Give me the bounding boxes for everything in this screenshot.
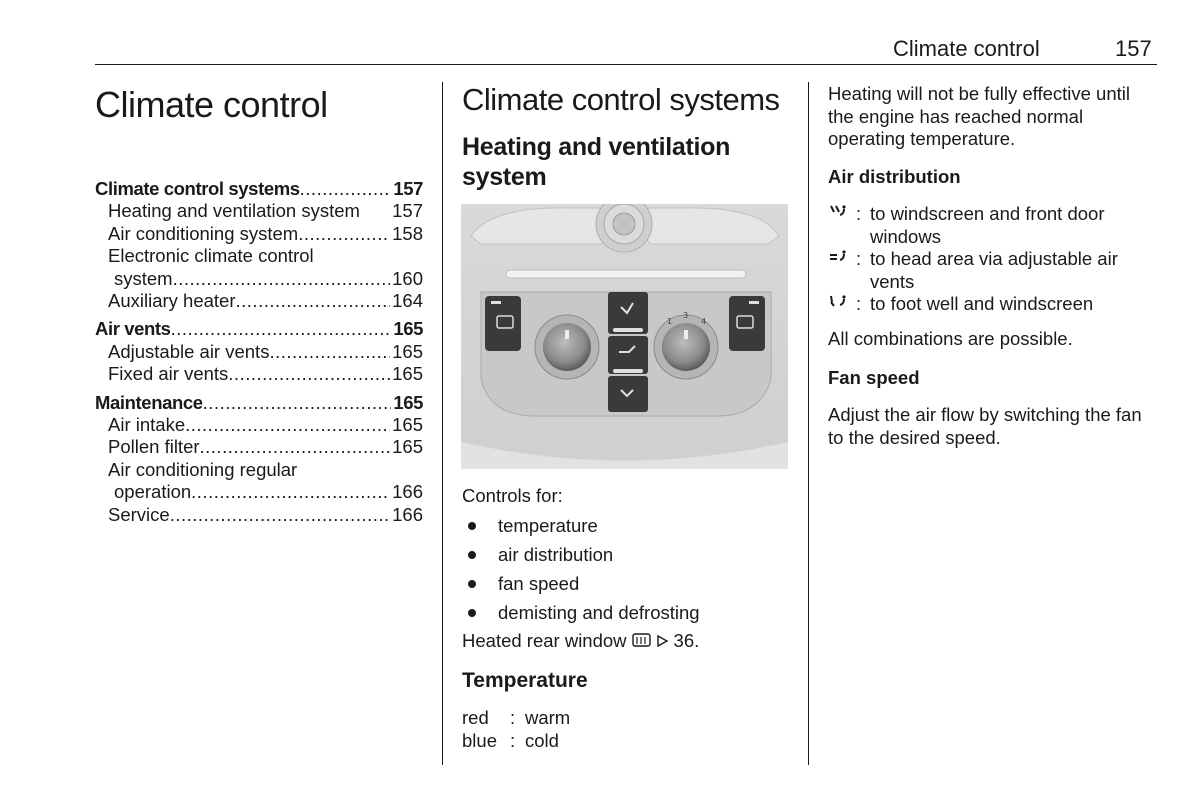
toc-entry[interactable]: [95, 459, 423, 481]
toc-entry[interactable]: [95, 341, 423, 363]
toc-leader-dots: [228, 363, 390, 385]
toc-entry-page: 166: [392, 481, 423, 503]
toc-entry-label: system: [114, 267, 173, 289]
toc-entry[interactable]: [95, 268, 423, 290]
section-title: Climate control systems: [462, 82, 780, 117]
toc-entry-label: Auxiliary heater: [108, 290, 236, 312]
fan-speed-text: Adjust the air flow by switching the fan to the desired speed.: [828, 404, 1142, 448]
toc-entry[interactable]: [95, 200, 423, 222]
toc-entry[interactable]: [95, 481, 423, 503]
toc-entry-label: Climate control systems: [95, 178, 300, 199]
temperature-legend: [462, 706, 792, 752]
toc-leader-dots: [203, 392, 392, 414]
chapter-title: Climate control: [95, 84, 328, 125]
climate-control-panel-illustration: [461, 204, 788, 469]
toc-entry-label: Electronic climate control: [108, 245, 314, 267]
list-item: temperature: [462, 511, 792, 540]
combinations-note: All combinations are possible.: [828, 328, 1073, 349]
toc-leader-dots: [269, 341, 390, 363]
air-distribution-heading: Air distribution: [828, 166, 961, 187]
toc-entry-label: Heating and ventilation system: [108, 200, 360, 222]
list-item: fan speed: [462, 569, 792, 598]
toc-entry-page: 165: [393, 318, 423, 340]
head-area-icon: [828, 248, 856, 293]
toc-entry-page: 165: [392, 436, 423, 458]
toc-leader-dots: [185, 414, 390, 436]
air-distribution-list: [828, 203, 1158, 317]
toc-entry-main[interactable]: [95, 392, 423, 414]
toc-entry-main[interactable]: [95, 178, 423, 200]
toc-entry[interactable]: [95, 223, 423, 245]
running-header-title: Climate control: [893, 36, 1040, 61]
toc-entry-label: operation: [114, 481, 192, 503]
list-item: demisting and defrosting: [462, 598, 792, 627]
toc-entry[interactable]: [95, 363, 423, 385]
toc-entry-label: Air conditioning system: [108, 222, 299, 244]
svg-text:1: 1: [667, 317, 673, 326]
heating-note: Heating will not be fully effective until the engine has reached normal operating temperature.: [828, 83, 1130, 149]
toc-entry-label: Air vents: [95, 318, 171, 340]
list-item: : to windscreen and front door windows: [828, 203, 1158, 248]
toc-entry[interactable]: [95, 414, 423, 436]
toc-entry-page: 164: [392, 290, 423, 312]
toc-entry-page: 158: [392, 222, 423, 244]
toc-entry[interactable]: [95, 436, 423, 458]
toc-leader-dots: [236, 290, 391, 312]
toc-entry-page: 165: [392, 414, 423, 436]
toc-entry-page: 165: [393, 391, 423, 413]
toc-leader-dots: [191, 481, 390, 503]
fan-speed-heading: Fan speed: [828, 367, 920, 388]
list-item: : to head area via adjustable air vents: [828, 248, 1158, 293]
bullet-icon: [468, 609, 476, 617]
bullet-icon: [468, 580, 476, 588]
toc-entry-label: Maintenance: [95, 391, 203, 413]
svg-text:4: 4: [701, 317, 707, 326]
column-divider: [808, 82, 809, 765]
toc-entry-label: Air conditioning regular: [108, 458, 298, 480]
toc-entry-page: 160: [392, 267, 423, 289]
toc-entry[interactable]: [95, 290, 423, 312]
svg-text:3: 3: [683, 311, 689, 320]
list-item: red : warm: [462, 707, 571, 728]
list-item: : to foot well and windscreen: [828, 293, 1158, 317]
page-reference-icon: [657, 634, 669, 648]
toc-entry-page: 166: [392, 503, 423, 525]
list-item: blue : cold: [462, 730, 559, 751]
page-number: 157: [1115, 36, 1152, 61]
toc-entry-main[interactable]: [95, 318, 423, 340]
temperature-heading: Temperature: [462, 669, 588, 692]
controls-intro: Controls for:: [462, 485, 563, 506]
controls-list: [462, 511, 792, 627]
toc-entry-label: Fixed air vents: [108, 363, 229, 385]
toc-leader-dots: [200, 436, 391, 458]
toc-leader-dots: [300, 178, 392, 200]
toc-entry-label: Pollen filter: [108, 436, 200, 458]
toc-leader-dots: [171, 318, 392, 340]
toc-entry-page: 157: [392, 200, 423, 222]
bullet-icon: [468, 522, 476, 530]
rear-window-heater-icon: [632, 633, 652, 649]
list-item: air distribution: [462, 540, 792, 569]
table-of-contents: [95, 178, 423, 526]
column-divider: [442, 82, 443, 765]
subsection-title: Heating and ventilation system: [462, 133, 731, 191]
bullet-icon: [468, 551, 476, 559]
heated-rear-window-ref: Heated rear window 36.: [462, 630, 700, 651]
toc-entry[interactable]: [95, 504, 423, 526]
toc-leader-dots: [298, 223, 390, 245]
toc-leader-dots: [170, 504, 390, 526]
toc-entry-label: Air intake: [108, 414, 186, 436]
toc-entry[interactable]: [95, 245, 423, 267]
header-rule: [95, 64, 1157, 65]
toc-entry-page: 165: [392, 363, 423, 385]
foot-well-icon: [828, 293, 856, 317]
toc-entry-page: 157: [393, 178, 423, 199]
toc-entry-label: Adjustable air vents: [108, 340, 270, 362]
toc-leader-dots: [173, 268, 391, 290]
windscreen-icon: [828, 203, 856, 248]
toc-entry-page: 165: [392, 340, 423, 362]
toc-entry-label: Service: [108, 503, 170, 525]
